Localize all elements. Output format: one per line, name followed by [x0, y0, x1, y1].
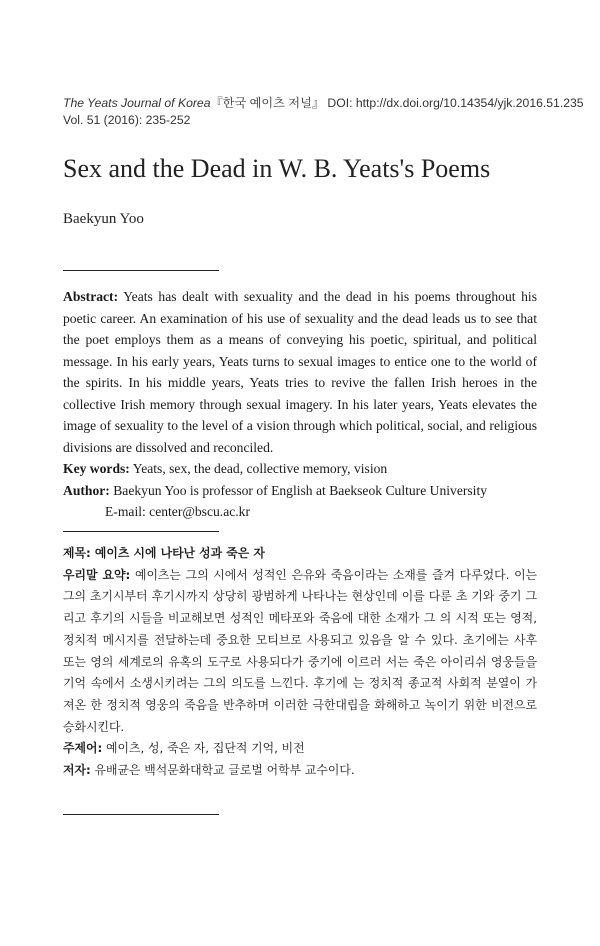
abstract-line: heroes in the collective Irish memory through sexual imagery. In his later years,	[63, 375, 537, 412]
abstract-line: political, social, and religious divisions are dissolved and reconciled.	[63, 418, 537, 455]
korean-title: 제목: 예이츠 시에 나타난 성과 죽은 자	[63, 546, 265, 560]
divider	[63, 814, 219, 815]
abstract-line: political message. In his early years, Yeats turns to sexual images to entice one to	[63, 332, 537, 369]
abstract-line: poetic career. An examination of his use of sexuality and the dead leads us to see	[63, 310, 513, 326]
korean-summary-line: 기와 중기 그리고 후기의 시들을 비교해보면 성적인 메타포와 죽음에 대한 소재가 그	[63, 589, 538, 626]
english-abstract	[63, 286, 537, 523]
abstract-label: Abstract:	[63, 289, 119, 304]
author-info-line	[63, 480, 537, 502]
abstract-line: Yeats has dealt with sexuality and the dead in his poems throughout his	[123, 289, 537, 304]
korean-summary-line: 서는 죽은 아이리쉬 영웅들을 기억 속에서 소생시키려는 그의 의도를 느낀다. 후기에	[63, 654, 537, 691]
divider	[63, 270, 219, 271]
journal-header	[63, 95, 584, 129]
keywords-text: Yeats, sex, the dead, collective memory, vision	[132, 461, 388, 476]
korean-author-text: 유배균은 백석문화대학교 글로벌 어학부 교수이다.	[94, 763, 355, 778]
korean-summary-line: 의 시적 또는 영적, 정치적 메시지를 전달하는데 중요한 모티브로 사용되고 있음을 알	[63, 611, 538, 647]
keywords-line	[63, 458, 537, 480]
author-label: Author:	[63, 482, 110, 498]
journal-name: The Yeats Journal of Korea	[63, 96, 211, 110]
article-title: Sex and the Dead in W. B. Yeats's Poems	[63, 154, 491, 183]
korean-keywords-label: 주제어:	[63, 741, 103, 756]
author-info-text: Baekyun Yoo is professor of English at Baekseok Culture University	[113, 482, 488, 498]
journal-citation-line	[63, 95, 584, 112]
volume-line: Vol. 51 (2016): 235-252	[63, 113, 191, 127]
korean-keywords-text: 예이츠, 성, 죽은 자, 집단적 기억, 비전	[106, 741, 305, 756]
korean-summary-line: 는 정치적 종교적 사회적 분열이 가져온 한 정치적 영웅의 죽음을 반추하며 이러한	[63, 676, 537, 712]
korean-summary-line: 이는 그의 초기시부터 후기시까지 상당히 광범하게 나타나는 현상인데 이를 다룬 초	[63, 567, 538, 604]
korean-abstract	[63, 543, 537, 782]
abstract-line: that the poet employs them as a means of conveying his poetic, spiritual, and	[63, 310, 537, 347]
journal-name-korean: 『한국 예이츠 저널』	[210, 96, 325, 110]
korean-summary-line: 수 있다. 초기에는 사후 또는 영의 세계로의 유혹의 도구로 사용되다가 중기에 이르러	[63, 632, 537, 669]
korean-summary-label: 우리말 요약:	[63, 567, 131, 582]
keywords-label: Key words:	[63, 461, 130, 476]
korean-author-line	[63, 760, 537, 782]
korean-author-label: 저자:	[63, 763, 91, 778]
divider	[63, 531, 219, 532]
korean-summary-line: 예이츠는 그의 시에서 성적인 은유와 죽음이라는 소재를 즐겨 다루었다.	[134, 567, 510, 582]
korean-keywords-line	[63, 738, 537, 760]
korean-summary-paragraph	[63, 565, 537, 739]
abstract-line: the world of the spirits. In his middle years, Yeats tries to revive the fallen Irish	[63, 353, 537, 390]
korean-summary-line: 극한대립을 화해하고 녹이기 위한 비전으로 승화시킨다.	[63, 697, 538, 734]
abstract-paragraph	[63, 286, 537, 458]
abstract-line: Yeats elevates the image of sexuality to the level of a vision through which	[63, 396, 537, 433]
article-author: Baekyun Yoo	[63, 211, 144, 227]
email-line: E-mail: center@bscu.ac.kr	[105, 504, 250, 519]
doi-text: DOI: http://dx.doi.org/10.14354/yjk.2016.51.235	[324, 96, 584, 110]
